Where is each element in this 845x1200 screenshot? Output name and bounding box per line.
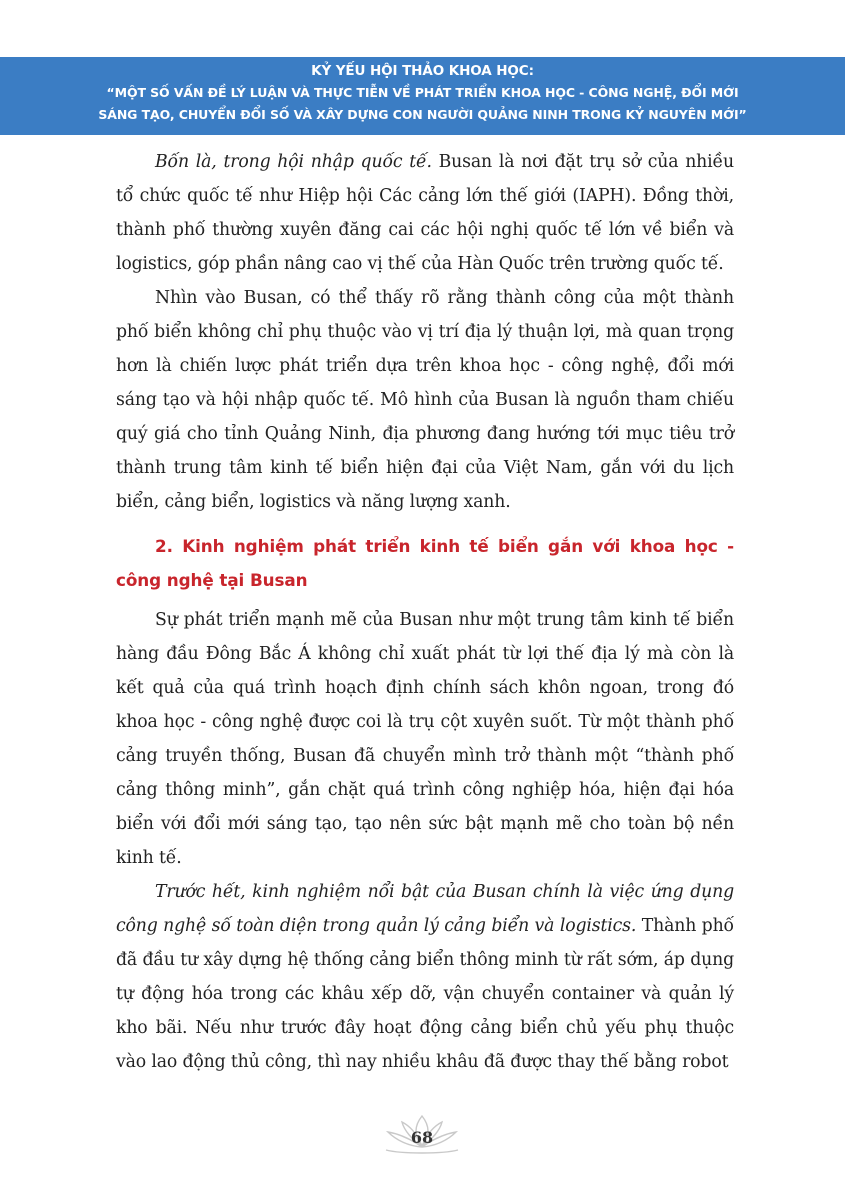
- page-footer: [372, 1110, 472, 1160]
- paragraph-4-lead: Trước hết, kinh nghiệm nổi bật của Busan chính là việc ứng dụng công nghệ số toàn diện trong quản lý cảng biển và logistics.: [116, 882, 734, 936]
- section-heading: 2. Kinh nghiệm phát triển kinh tế biển gắn với khoa học - công nghệ tại Busan: [116, 536, 734, 590]
- conference-header-banner: [0, 57, 845, 135]
- paragraph-3: Sự phát triển mạnh mẽ của Busan như một trung tâm kinh tế biển hàng đầu Đông Bắc Á không chỉ xuất phát từ lợi thế địa lý mà còn là kết quả của quá trình hoạch định chính sách khôn ngoan, trong đó khoa học - công nghệ được coi là trụ cột xuyên suốt. Từ một thành phố cảng truyền thống, Busan đã chuyển mình trở thành một “thành phố cảng thông minh”, gắn chặt quá trình công nghiệp hóa, hiện đại hóa biển với đổi mới sáng tạo, tạo nên sức bật mạnh mẽ cho toàn bộ nền kinh tế.: [116, 610, 734, 868]
- header-subtitle-line-2: SÁNG TẠO, CHUYỂN ĐỔI SỐ VÀ XÂY DỰNG CON NGƯỜI QUẢNG NINH TRONG KỶ NGUYÊN MỚI”: [98, 107, 747, 122]
- header-subtitle-line-1: “MỘT SỐ VẤN ĐỀ LÝ LUẬN VÀ THỰC TIỄN VỀ PHÁT TRIỂN KHOA HỌC - CÔNG NGHỆ, ĐỔI MỚI: [106, 85, 739, 100]
- paragraph-1-lead: Bốn là, trong hội nhập quốc tế.: [155, 152, 432, 172]
- paragraph-2: Nhìn vào Busan, có thể thấy rõ rằng thành công của một thành phố biển không chỉ phụ thuộc vào vị trí địa lý thuận lợi, mà quan trọng hơn là chiến lược phát triển dựa trên khoa học - công nghệ, đổi mới sáng tạo và hội nhập quốc tế. Mô hình của Busan là nguồn tham chiếu quý giá cho tỉnh Quảng Ninh, địa phương đang hướng tới mục tiêu trở thành trung tâm kinh tế biển hiện đại của Việt Nam, gắn với du lịch biển, cảng biển, logistics và năng lượng xanh.: [116, 288, 734, 512]
- header-title: KỶ YẾU HỘI THẢO KHOA HỌC:: [311, 63, 534, 79]
- paragraph-1-text: Busan là nơi đặt trụ sở của nhiều tổ chức quốc tế như Hiệp hội Các cảng lớn thế giới (IAPH). Đồng thời, thành phố thường xuyên đăng cai các hội nghị quốc tế lớn về biển và logistics, góp phần nâng cao vị thế của Hàn Quốc trên trường quốc tế.: [116, 152, 734, 274]
- page-body: [116, 145, 734, 1079]
- page-number: 68: [410, 1128, 434, 1147]
- paragraph-4: [116, 875, 734, 1079]
- paragraph-1: [116, 145, 734, 281]
- paragraph-4-text: Thành phố đã đầu tư xây dựng hệ thống cảng biển thông minh từ rất sớm, áp dụng tự động hóa trong các khâu xếp dỡ, vận chuyển container và quản lý kho bãi. Nếu như trước đây hoạt động cảng biển chủ yếu phụ thuộc vào lao động thủ công, thì nay nhiều khâu đã được thay thế bằng robot: [116, 916, 734, 1072]
